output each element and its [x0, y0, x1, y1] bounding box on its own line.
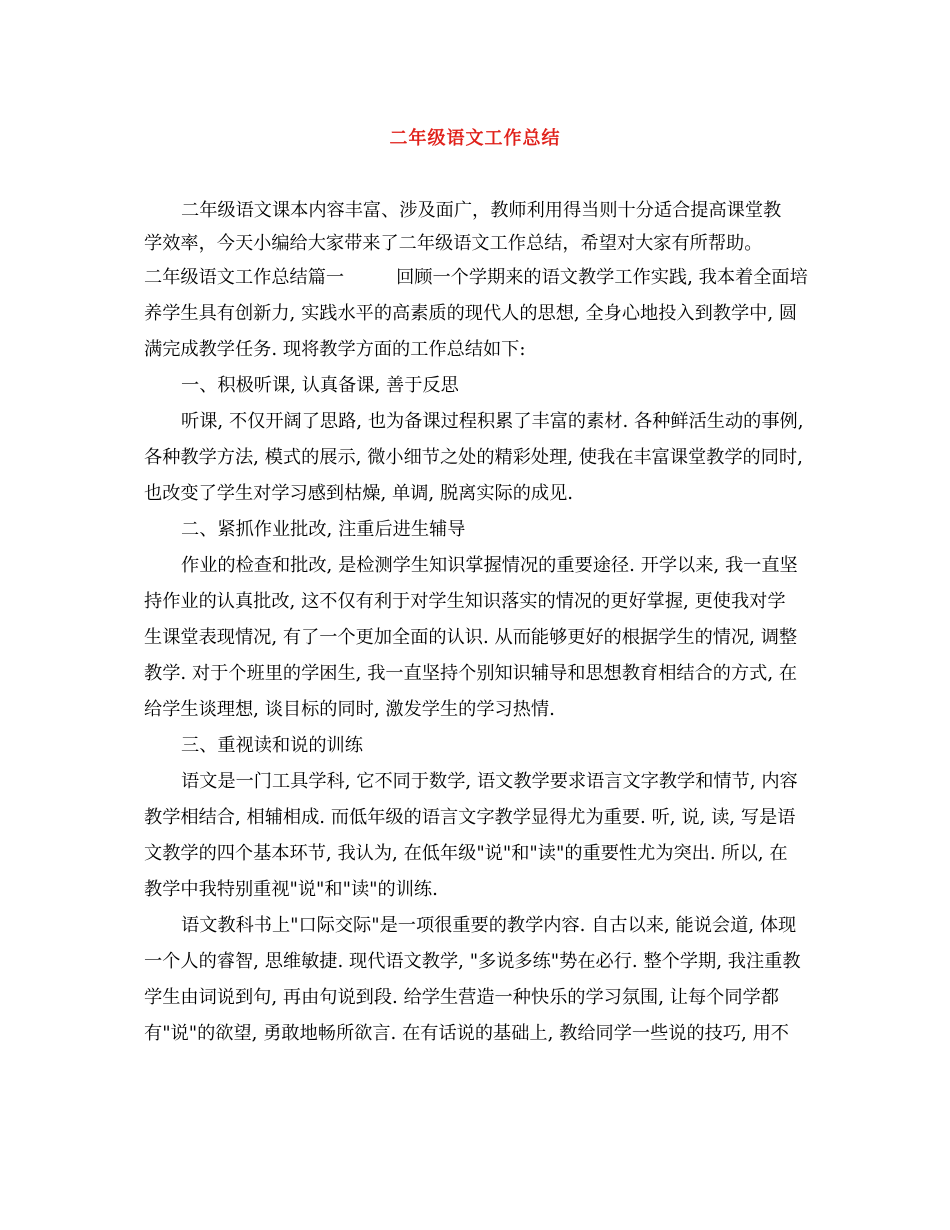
paragraph-line: 教学中我特别重视"说"和"读"的训练. [144, 879, 438, 900]
paragraph-line: 满完成教学任务. 现将教学方面的工作总结如下: [144, 339, 526, 360]
paragraph-line: 有"说"的欲望, 勇敢地畅所欲言. 在有话说的基础上, 教给同学一些说的技巧, 用不 [144, 1023, 789, 1044]
paragraph-line: 语文是一门工具学科, 它不同于数学, 语文教学要求语言文字教学和情节, 内容 [181, 771, 798, 792]
paragraph-line: 给学生谈理想, 谈目标的同时, 激发学生的学习热情. [144, 699, 555, 720]
paragraph-line: 教学. 对于个班里的学困生, 我一直坚持个别知识辅导和思想教育相结合的方式, 在 [144, 663, 798, 684]
paragraph-line: 作业的检查和批改, 是检测学生知识掌握情况的重要途径. 开学以来, 我一直坚 [181, 555, 798, 576]
paragraph-line: 学生由词说到句, 再由句说到段. 给学生营造一种快乐的学习氛围, 让每个同学都 [144, 987, 779, 1008]
section-heading: 二、紧抓作业批改, 注重后进生辅导 [181, 519, 466, 540]
paragraph-text: 回顾一个学期来的语文教学工作实践, 我本着全面培 [396, 267, 808, 288]
paragraph-line: 教学相结合, 相辅相成. 而低年级的语言文字教学显得尤为重要. 听, 说, 读, 写是语 [144, 807, 796, 828]
section-heading: 二年级语文工作总结篇一 [144, 267, 345, 288]
paragraph-line: 持作业的认真批改, 这不仅有利于对学生知识落实的情况的更好掌握, 更使我对学 [144, 591, 786, 612]
paragraph-line: 一个人的睿智, 思维敏捷. 现代语文教学, "多说多练"势在必行. 整个学期, 我注重教 [144, 951, 801, 972]
paragraph-line: 听课, 不仅开阔了思路, 也为备课过程积累了丰富的素材. 各种鲜活生动的事例, [181, 411, 804, 432]
section-heading: 一、积极听课, 认真备课, 善于反思 [181, 375, 459, 396]
paragraph-line: 也改变了学生对学习感到枯燥, 单调, 脱离实际的成见. [144, 483, 574, 504]
document-title: 二年级语文工作总结 [389, 128, 561, 149]
paragraph-line: 语文教科书上"口际交际"是一项很重要的教学内容. 自古以来, 能说会道, 体现 [181, 915, 797, 936]
section-heading: 三、重视读和说的训练 [181, 735, 363, 756]
paragraph-line: 养学生具有创新力, 实践水平的高素质的现代人的思想, 全身心地投入到教学中, 圆 [144, 303, 798, 324]
paragraph-line-combined [144, 266, 808, 290]
paragraph-line: 学效率，今天小编给大家带来了二年级语文工作总结，希望对大家有所帮助。 [144, 233, 763, 254]
paragraph-line: 生课堂表现情况, 有了一个更加全面的认识. 从而能够更好的根据学生的情况, 调整 [144, 627, 798, 648]
paragraph-line: 二年级语文课本内容丰富、涉及面广，教师利用得当则十分适合提高课堂教 [181, 200, 782, 221]
paragraph-line: 文教学的四个基本环节, 我认为, 在低年级"说"和"读"的重要性尤为突出. 所以, 在 [144, 843, 788, 864]
paragraph-line: 各种教学方法, 模式的展示, 微小细节之处的精彩处理, 使我在丰富课堂教学的同时, [144, 447, 803, 468]
